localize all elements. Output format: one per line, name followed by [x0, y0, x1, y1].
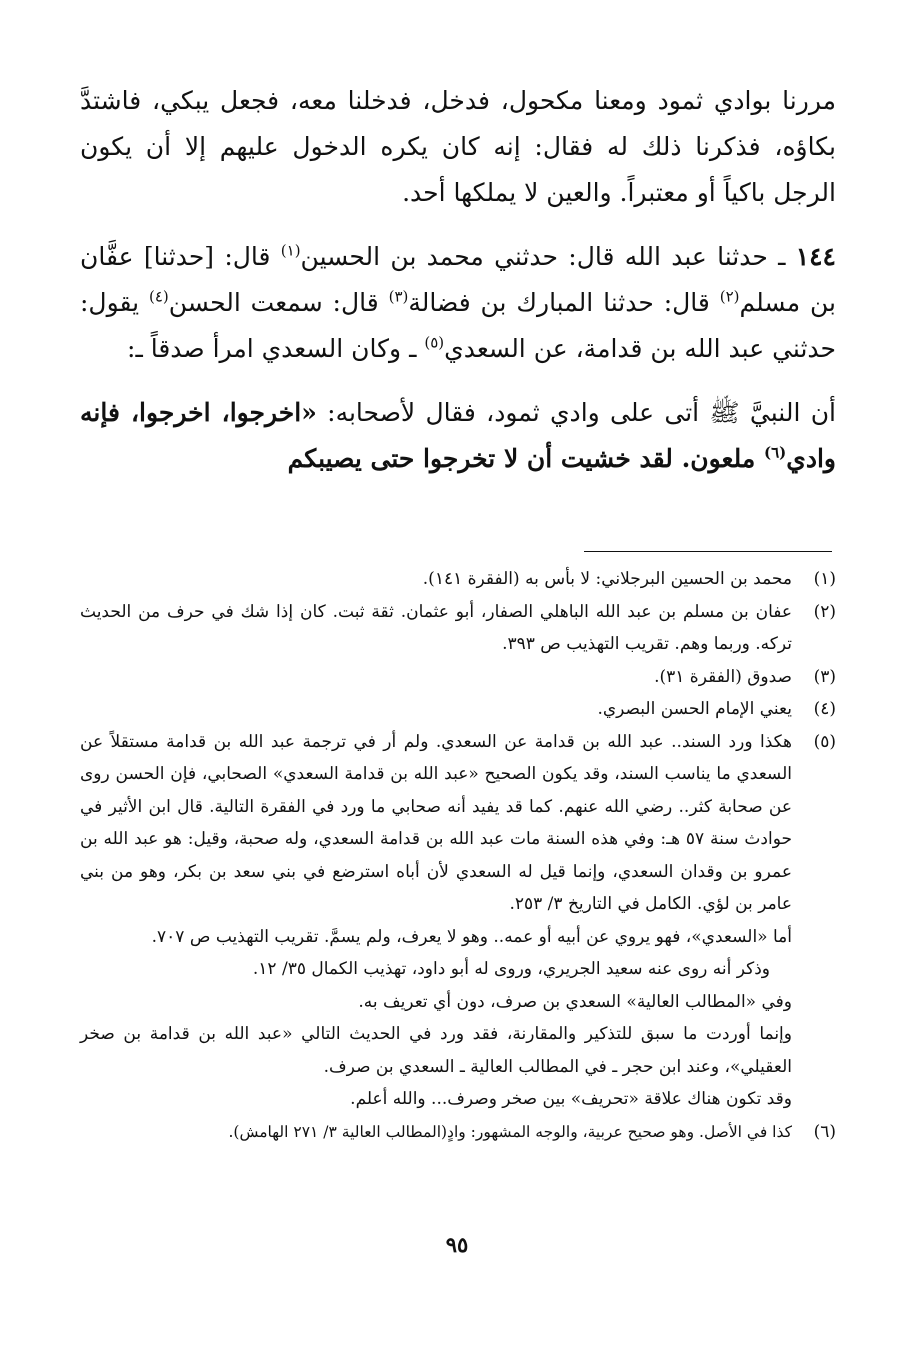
text-run: ـ حدثنا عبد الله قال: حدثني محمد بن الحسين — [300, 242, 796, 271]
footnote-4 — [80, 693, 836, 726]
footnote-5-continuation: وفي «المطالب العالية» السعدي بن صرف، دون أي تعريف به. — [358, 991, 792, 1012]
footnotes — [80, 563, 836, 1148]
text-run: يقول: حدثني عبد الله بن قدامة، عن السعدي — [80, 288, 836, 363]
page-number: ٩٥ — [445, 1232, 469, 1257]
bold-quote: ملعون. لقد خشيت أن لا تخرجوا حتى يصيبكم — [287, 444, 764, 473]
footnote-number: (٣) — [813, 666, 836, 687]
hadith-text — [80, 390, 836, 482]
footnote-ref-6[interactable]: (٦) — [763, 443, 787, 462]
footnote-2 — [80, 596, 836, 661]
footnote-number: (٦) — [813, 1121, 836, 1142]
footnote-number: (٢) — [813, 601, 836, 622]
footnote-3 — [80, 661, 836, 694]
footnote-ref-3[interactable]: (٣) — [388, 287, 409, 306]
footnote-number: (٤) — [813, 699, 836, 719]
footnote-ref-2[interactable]: (٢) — [719, 287, 740, 306]
paragraph-144 — [80, 234, 836, 372]
footnote-ref-1[interactable]: (١) — [280, 241, 301, 260]
main-text — [80, 78, 836, 500]
paragraph-1: مررنا بوادي ثمود ومعنا مكحول، فدخل، فدخلنا معه، فجعل يبكي، فاشتدَّ بكاؤه، فذكرنا ذلك له فقال: إنه كان يكره الدخول عليهم إلا أن يكون الرجل باكياً أو معتبراً. والعين لا يملكها أحد. — [80, 86, 836, 207]
text-run: قال: [حدثنا] عفَّان بن مسلم — [80, 242, 836, 317]
footnote-text: هكذا ورد السند.. عبد الله بن قدامة عن السعدي. ولم أر في ترجمة عبد الله بن قدامة مستقلاً عن السعدي ما يناسب السند، وقد يكون الصحيح «عبد الله بن قدامة السعدي» الصحابي، فإن الحسن روى عن صحابة كثر.. رضي الله عنهم. كما قد يفيد أنه صحابي ما ورد في الفقرة التالية. قال ابن الأثير في حوادث سنة ٥٧ هـ: وفي هذه السنة مات عبد الله بن قدامة السعدي، وله صحبة، وقيل: هو عبد الله بن عمرو بن وقدان السعدي، وإنما قيل له السعدي لأن أباه استرضع في بني سعد بن بكر، وهو من بني عامر بن لؤي. الكامل في التاريخ ٣/ ٢٥٣. — [80, 731, 792, 914]
footnote-text: محمد بن الحسين البرجلاني: لا بأس به (الفقرة ١٤١). — [422, 569, 792, 589]
footnote-5 — [80, 726, 836, 921]
text-run: ـ وكان السعدي امرأ صدقاً ـ: — [127, 334, 425, 363]
bold-quote: «اخرجوا، اخرجوا، فإنه وادي — [80, 398, 836, 473]
text-run: قال: سمعت الحسن — [168, 288, 389, 317]
text-run: قال: حدثنا المبارك بن فضالة — [408, 288, 720, 317]
footnote-text: يعني الإمام الحسن البصري. — [597, 699, 792, 719]
paragraph-number: ١٤٤ — [795, 242, 836, 271]
footnote-5-continuation: وذكر أنه روى عنه سعيد الجريري، وروى له أبو داود، تهذيب الكمال ٣٥/ ١٢. — [252, 959, 770, 979]
footnote-text: كذا في الأصل. وهو صحيح عربية، والوجه المشهور: وادٍ(المطالب العالية ٣/ ٢٧١ الهامش). — [228, 1122, 792, 1141]
footnote-ref-4[interactable]: (٤) — [148, 287, 169, 306]
footnote-number: (٥) — [813, 731, 836, 752]
footnote-text: عفان بن مسلم بن عبد الله الباهلي الصفار، أبو عثمان. ثقة ثبت. كان إذا شك في حرف من الحديث تركه. وربما وهم. تقريب التهذيب ص ٣٩٣. — [80, 601, 792, 654]
footnote-1 — [80, 563, 836, 596]
footnote-ref-5[interactable]: (٥) — [424, 333, 445, 352]
text-run: أن النبيَّ ﷺ أتى على وادي ثمود، فقال لأصحابه: — [316, 398, 837, 427]
footnote-number: (١) — [813, 569, 836, 589]
footnote-5-continuation: أما «السعدي»، فهو يروي عن أبيه أو عمه.. وهو لا يعرف، ولم يسمَّ. تقريب التهذيب ص ٧٠٧. — [151, 926, 792, 947]
footnote-6 — [80, 1116, 836, 1149]
footnote-5-continuation: وقد تكون هناك علاقة «تحريف» بين صخر وصرف... والله أعلم. — [350, 1089, 792, 1109]
footnote-text: صدوق (الفقرة ٣١). — [654, 666, 792, 687]
footnote-5-continuation: وإنما أوردت ما سبق للتذكير والمقارنة، فقد ورد في الحديث التالي «عبد الله بن قدامة بن صخر العقيلي»، وعند ابن حجر ـ في المطالب العالية ـ السعدي بن صرف. — [80, 1024, 792, 1077]
footnote-separator — [584, 551, 832, 552]
